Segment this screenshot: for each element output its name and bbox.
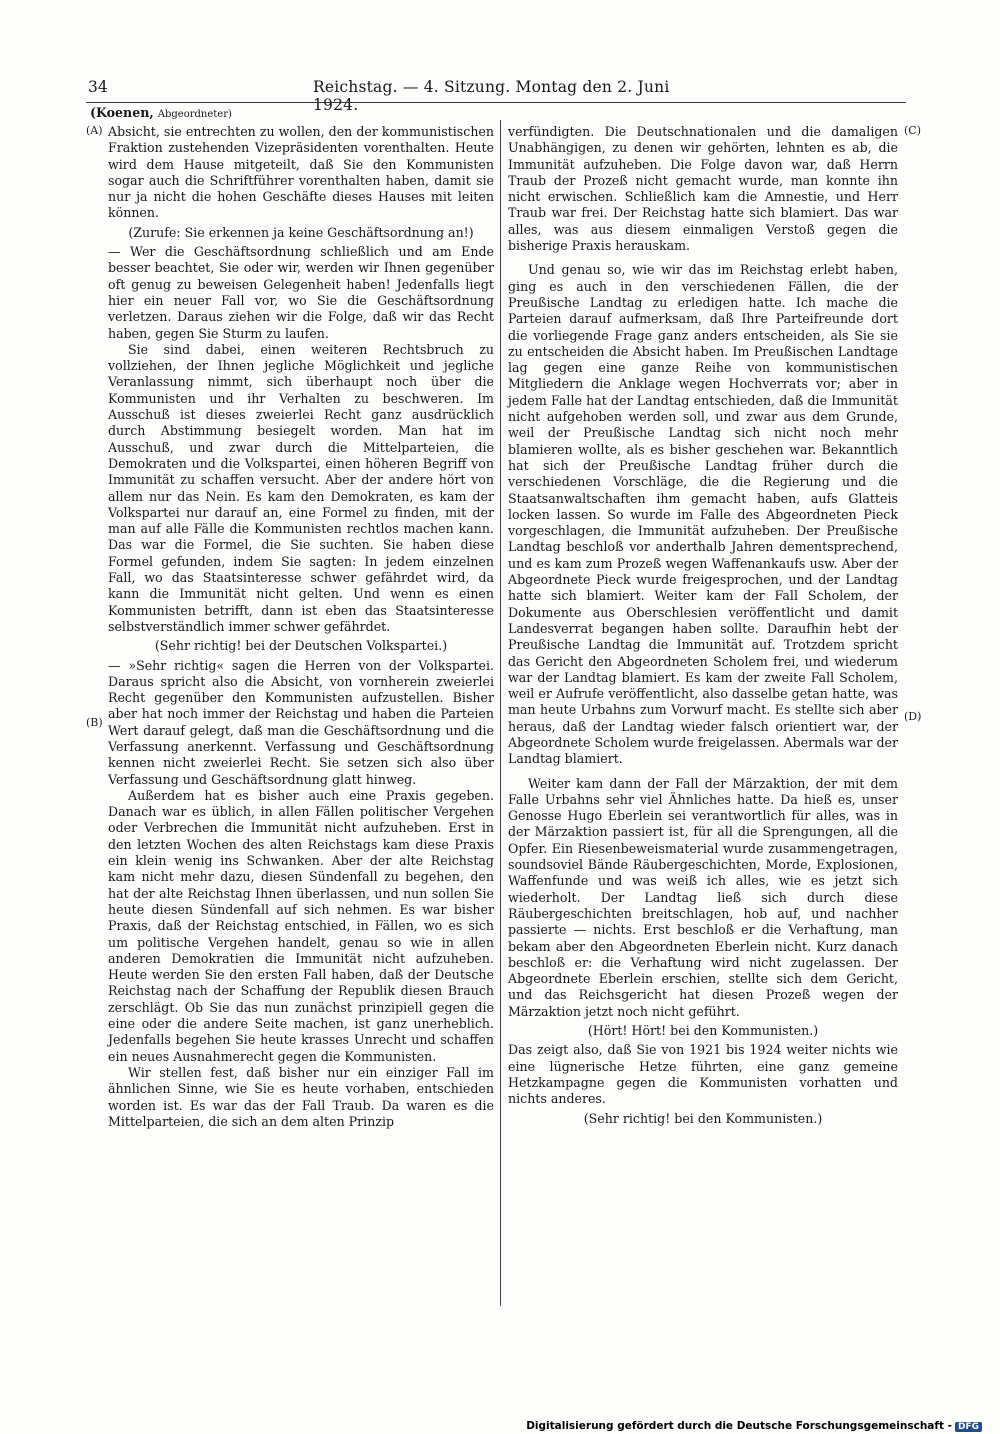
- paragraph: Sie sind dabei, einen weiteren Rechtsbruch zu vollziehen, der Ihnen jegliche Möglichkeit und jegliche Veranlassung nimmt, sich überhaupt noch über die Kommunisten und ihr Verhalten zu beschweren. Im Ausschuß ist dieses zweierlei Recht ganz ausdrücklich durch Abstimmung besiegelt worden. Man hat im Ausschuß, und zwar durch die Mittelparteien, die Demokraten und die Volkspartei, einen höheren Begriff von Immunität zu schaffen versucht. Aber der andere hört von allem nur das Nein. Es kam den Demokraten, es kam der Volkspartei nur darauf an, eine Formel zu finden, mit der man auf alle Fälle die Kommunisten rechtlos machen kann. Das war die Formel, die Sie suchten. Sie haben diese Formel gefunden, indem Sie sagten: In jedem einzelnen Fall, wo das Staatsinteresse schwer gefährdet wird, da kann die Immunität nicht gelten. Und wenn es einen Kommunisten betrifft, dann ist eben das Staatsinteresse selbstverständlich immer schwer gefährdet.: [108, 341, 494, 634]
- margin-mark-a: (A): [86, 124, 103, 137]
- margin-mark-d: (D): [904, 710, 922, 723]
- page-number: 34: [88, 78, 108, 96]
- dfg-logo-icon: DFG: [955, 1422, 982, 1432]
- margin-mark-b: (B): [86, 716, 103, 729]
- paragraph: Außerdem hat es bisher auch eine Praxis gegeben. Danach war es üblich, in allen Fällen politischer Vergehen oder Verbrechen die Immunität nicht aufzuheben. Erst in den letzten Wochen des alten Reichstags kam diese Praxis ein klein wenig ins Schwanken. Aber der alte Reichstag kam nicht mehr dazu, diesen Sündenfall zu begehen, den hat der alte Reichstag Ihnen überlassen, und nun sollen Sie heute diesen Sündenfall auf sich nehmen. Es war bisher Praxis, daß der Reichstag entschied, in Fällen, wo es sich um politische Vergehen handelt, genau so wie in allen anderen Demokratien die Immunität nicht aufzuheben. Heute werden Sie den ersten Fall haben, daß der Deutsche Reichstag nach der Schaffung der Republik diesen Brauch zerschlägt. Ob Sie das nun zunächst prinzipiell gegen die eine oder die andere Seite machen, ist ganz unerheblich. Jedenfalls begehen Sie heute krasses Unrecht und schaffen ein neues Ausnahmerecht gegen die Kommunisten.: [108, 787, 494, 1064]
- paragraph: — Wer die Geschäftsordnung schließlich und am Ende besser beachtet, Sie oder wir, werden wir Ihnen gegenüber oft genug zu beweisen Gelegenheit haben! Jedenfalls liegt hier ein neuer Fall vor, wo Sie die Geschäftsordnung verletzen. Daraus ziehen wir die Folge, daß wir das Recht haben, gegen Sie Sturm zu laufen.: [108, 244, 494, 341]
- paragraph: Und genau so, wie wir das im Reichstag erlebt haben, ging es auch in den verschiedenen Fällen, die der Preußische Landtag zu erledigen hatte. Ich mache die Parteien darauf aufmerksam, daß Ihre Parteifreunde dort die vorliegende Frage ganz anders entscheiden, als Sie sie zu entscheiden die Absicht haben. Im Preußischen Landtage lag gegen eine ganze Reihe von kommunistischen Mitgliedern die Anklage wegen Hochverrats vor; aber in jedem Falle hat der Landtag entschieden, daß die Immunität nicht aufgehoben werden soll, und zwar aus dem Grunde, weil der Preußische Landtag sich nicht noch mehr blamieren wollte, als es bisher geschehen war. Bekanntlich hat sich der Preußische Landtag früher durch die verschiedenen Vorschläge, die die Regierung und die Staatsanwaltschaften ihm gemacht haben, aufs Glatteis locken lassen. So wurde im Falle des Abgeordneten Pieck vorgeschlagen, die Immunität aufzuheben. Der Preußische Landtag beschloß vor anderthalb Jahren dementsprechend, und es kam zum Prozeß wegen Waffenankaufs usw. Aber der Abgeordnete Pieck wurde freigesprochen, und der Landtag hatte sich blamiert. Weiter kam der Fall Scholem, der Dokumente aus Oberschlesien veröffentlicht und damit Landesverrat begangen haben sollte. Daraufhin hebt der Preußische Landtag die Immunität auf. Trotzdem spricht das Gericht den Abgeordneten Scholem frei, und wiederum war der Landtag blamiert. Es kam der zweite Fall Scholem, weil er Aufrufe veröffentlicht, also dasselbe getan hatte, was man heute Urbahns zum Vorwurf macht. Es stellte sich aber heraus, daß der Landtag wieder falsch orientiert war, der Abgeordnete Scholem wurde freigelassen. Abermals war der Landtag blamiert.: [508, 262, 898, 767]
- right-column: [508, 124, 898, 1130]
- speaker-name: (Koenen,: [90, 105, 154, 120]
- header-rule: [86, 102, 906, 103]
- interjection: (Sehr richtig! bei den Kommunisten.): [583, 1110, 823, 1126]
- paragraph: Wir stellen fest, daß bisher nur ein einziger Fall im ähnlichen Sinne, wie Sie es heute vorhaben, entschieden worden ist. Es war das der Fall Traub. Da waren es die Mittelparteien, die sich an dem alten Prinzip: [108, 1064, 494, 1129]
- paragraph: verfündigten. Die Deutschnationalen und die damaligen Unabhängigen, zu denen wir gehörten, lehnten es ab, die Immunität aufzuheben. Die Folge davon war, daß Herrn Traub der Prozeß nicht gemacht wurde, man konnte ihn nicht erwischen. Schließlich kam die Amnestie, und Herr Traub war frei. Der Reichstag hatte sich blamiert. Das war alles, was aus diesem einmaligen Verstoß gegen die bisherige Praxis herauskam.: [508, 124, 898, 254]
- paragraph: — »Sehr richtig« sagen die Herren von der Volkspartei. Daraus spricht also die Absicht, von vornherein zweierlei Recht gegenüber den Kommunisten aufzustellen. Bisher aber hat noch immer der Reichstag und haben die Parteien Wert darauf gelegt, daß man die Geschäftsordnung und die Verfassung anerkennt. Verfassung und Geschäftsordnung kennen nicht zweierlei Recht. Sie setzen sich also über Verfassung und Geschäftsordnung glatt hinweg.: [108, 657, 494, 787]
- paragraph: Absicht, sie entrechten zu wollen, den der kommunistischen Fraktion zustehenden Vizepräsidenten vorenthalten. Heute wird dem Hause mitgeteilt, daß Sie den Kommunisten sogar auch die Schriftführer vorenthalten haben, damit sie nur ja nicht die hohen Geschäfte dieses Hauses mit leiten können.: [108, 124, 494, 221]
- speaker-role: Abgeordneter): [157, 109, 232, 120]
- left-column: [108, 124, 494, 1130]
- interjection: (Zurufe: Sie erkennen ja keine Geschäftsordnung an!): [128, 224, 474, 240]
- digitization-credit: [526, 1420, 982, 1432]
- credit-text: Digitalisierung gefördert durch die Deutsche Forschungsgemeinschaft -: [526, 1420, 952, 1432]
- paragraph: Weiter kam dann der Fall der Märzaktion, der mit dem Falle Urbahns sehr viel Ähnliches hatte. Da hieß es, unser Genosse Hugo Eberlein sei verantwortlich für alles, was in der Märzaktion passiert ist, für all die Sprengungen, all die Opfer. Ein Riesenbeweismaterial wurde zusammengetragen, soundsoviel Bände Räubergeschichten, Morde, Explosionen, Waffenfunde und was weiß ich alles, wie es jetzt sich wiederholt. Der Landtag ließ sich durch diese Räubergeschichten breitschlagen, hob auf, und nachher passierte — nichts. Erst beschloß er die Verhaftung, man bekam aber den Abgeordneten Eberlein nicht. Kurz danach beschloß er: die Verhaftung wird nicht zugelassen. Der Abgeordnete Eberlein erschien, stellte sich dem Gericht, und das Reichsgericht hat diesen Prozeß wegen der Märzaktion jetzt noch nicht geführt.: [508, 775, 898, 1019]
- interjection: (Hört! Hört! bei den Kommunisten.): [587, 1023, 819, 1039]
- margin-mark-c: (C): [904, 124, 921, 137]
- paragraph: Das zeigt also, daß Sie von 1921 bis 1924 weiter nichts wie eine lügnerische Hetze führten, eine ganz gemeine Hetzkampagne gegen die Kommunisten vorhatten und nichts anderes.: [508, 1042, 898, 1107]
- interjection: (Sehr richtig! bei der Deutschen Volkspartei.): [154, 638, 448, 654]
- page-title: Reichstag. — 4. Sitzung. Montag den 2. Juni 1924.: [313, 78, 670, 114]
- column-divider: [500, 120, 501, 1306]
- speaker-label: [90, 105, 232, 120]
